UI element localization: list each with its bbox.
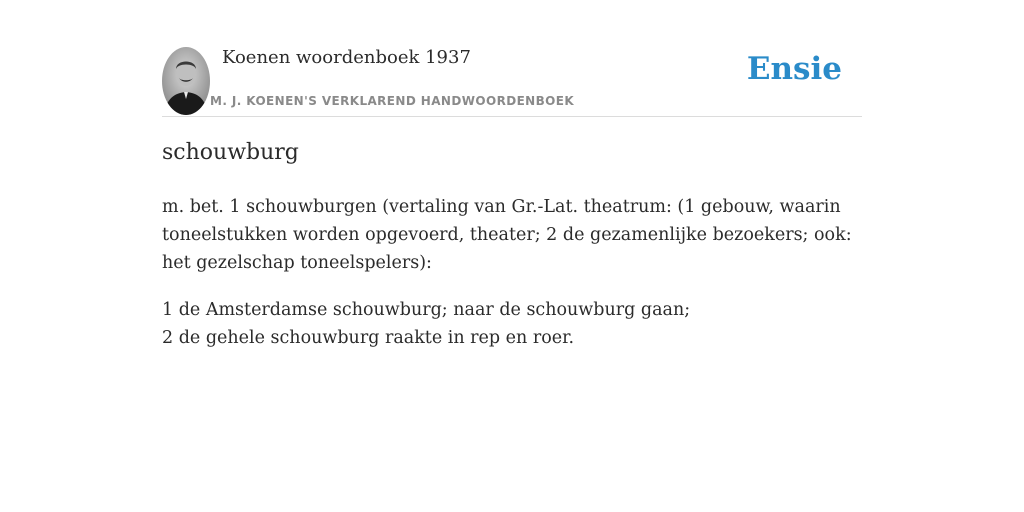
- book-title[interactable]: Koenen woordenboek 1937: [222, 47, 471, 68]
- book-subtitle: M. J. KOENEN'S VERKLAREND HANDWOORDENBOEK: [210, 94, 575, 108]
- portrait-photo-icon: [162, 47, 210, 115]
- site-header: [162, 47, 862, 117]
- site-logo[interactable]: Ensie: [746, 51, 842, 87]
- example-line: 1 de Amsterdamse schouwburg; naar de schouwburg gaan;: [162, 300, 691, 320]
- entry-headword: schouwburg: [162, 140, 299, 165]
- entry-definition: m. bet. 1 schouwburgen (vertaling van Gr.-Lat. theatrum: (1 gebouw, waarin toneelstukken worden opgevoerd, theater; 2 de gezamenlijke bezoekers; ook: het gezelschap toneelspelers):: [162, 197, 852, 273]
- entry-examples: [162, 296, 862, 352]
- example-line: 2 de gehele schouwburg raakte in rep en roer.: [162, 328, 575, 348]
